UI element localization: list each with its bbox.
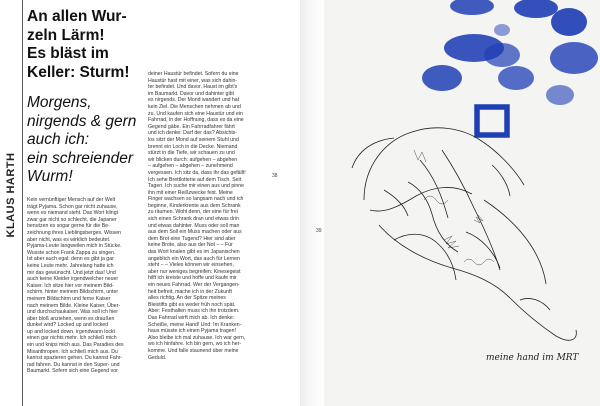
drawing-caption: meine hand im MRT [486, 353, 579, 363]
body-column-2: deiner Haustür befindet. Sofern du eine Haustür hast mit einer, was sich dahin- ter befindet. Und davor. Haust im gibt's im Baumarkt. Davor und dahinter gibt es nirgends. Der Mond wandert und hat kein Ziel. Die Menschen nehmen ab und zu. Und kaufen sich eine Haustür und ein Fahrrad, in der Hoffnung, dass es da eine Gegend gäbe. Ein Fahrradfahrer fährt und ich denke: Darf der das? Absichts- los sitzt der Mond auf seinem Stuhl und brennt ein Loch in die Decke. Niemand stürzt in die Tiefe, wir schauen zu und wir blicken durch: aufgehen – abgehen – aufgehen – abgehen – zunehmend vergessen. Ich sitz da, dass ihr das gefällt! Ich sehe Brettlotterie auf dem Tisch. Seit Tagen. Ich suche mir einen aus und pinne ihn mit einer Reißzwecke fest. Meine Finger wachsen so langsam nach und ich beginne, Kinderkrente aus dem Schrank zu räumen. Wohl denn, der eine für frei sich einen Schrank dran und etwas drin und etwas dahinter. Muss oder soll man aus dem Soll ein Muss machen oder aus dem Brot eine Tugend? Hier sind aber keine Brote, also aus der Not – – Für das Wort knalen gibt es im Japanischen angeblich ein Wort, das auch für Lernen steht – – Vieles können wir einsehen, aber nur weniges begreifen: Kinesegeist hilft ich kreiste und hoffe und kaufe mir ein neues Fahrrad. Wer der Vergangen- heit befreit, mache ich in der Zukunft alles richtig. An der Spitze meines Bleistifts gibt es weder früh noch spät. Aber: Festhalten muss ich ihn trotzdem. Das Fahrrad wirft mich ab. Ich denke: Scheiße, meine Hand! Und: Im Kranken- haus müsste ich einen Pyjama tragen! Also bleibe ich mal zuhause. Ich war gern, wo ich hinfahre. Ich bin gern, wo ich her- komme. Und falle staunend über meine Geduld. [148, 71, 246, 361]
headline: An allen Wur- zeln Lärm! Es bläst im Keller: Sturm! [27, 8, 130, 81]
blue-ink-blots [422, 0, 598, 105]
blue-square-mark [477, 107, 507, 135]
hand-mri-drawing [324, 0, 600, 406]
book-gutter [300, 0, 324, 406]
author-name-vertical [2, 140, 20, 250]
subheadline: Morgens, nirgends & gern auch ich: ein schreiender Wurm! [27, 94, 137, 185]
body-column-1: Kein vernünftiger Mensch auf der Welt trägt Pyjama. Schon gar nicht zuhause, wenn es niemand sieht. Das Wort klingt zwar gar nicht so schlecht, die Japaner benutzen es sogar gerne für die Be- zeichnung ihres Lieblingsberges. Wissen aber nicht, was es wirklich bedeutet. Pyjama-Leute langweilen mich in Stücke. Wusste schon Frank Zappa zu singen. Ist aber auch egal: denn es gibt ja gar keine Leute mehr. Jahrelang hatte ich mir das gewünscht. Und jetzt das! Und auch keine Kleider irgendwelcher neuer Kaiser. Ich sitze hier vor meinem Bild- schirm, hinter meinem Bildschirm, unter meinem Bildschirm und ferne Kaiser nach meinem Bilde. Kleine Kaiser, Über- und durchschaukaiser. Was soll ich hier aber bloß anziehen, wenn es draußen dunkel wird? Locked up and locked up and locked down, irgendwann lockt einen gar nichts mehr. Ich schließ mich ein und knips mich aus. Das Paradies des Misanthropen. Ich schließ mich aus. Du kannst spazieren gehen. Du kannst Fahr- rad fahren. Du kannst in den Super- und Baumarkt. Sofern sich eine Gegend vor [27, 197, 124, 375]
author-name: KLAUS HARTH [5, 152, 17, 238]
page-number-right: 39 [316, 228, 322, 234]
vertical-rule [22, 0, 23, 406]
page-number-left: 38 [272, 173, 278, 179]
hand-line-drawing [352, 128, 576, 340]
